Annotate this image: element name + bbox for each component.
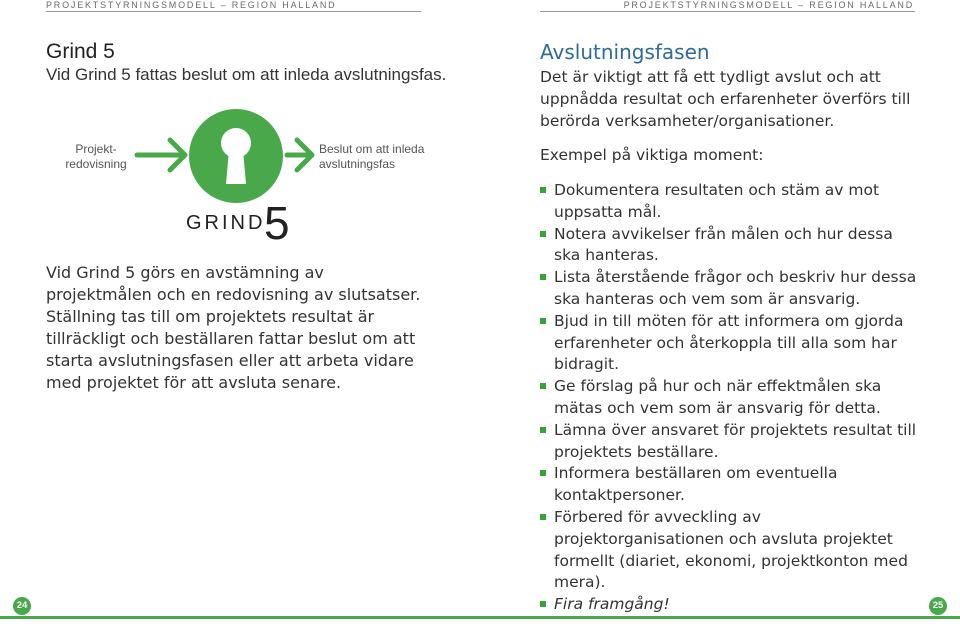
bullet-square-icon: [540, 427, 546, 433]
page-number-left: 24: [13, 597, 31, 615]
running-header-left: PROJEKTSTYRNINGSMODELL – REGION HALLAND: [46, 0, 337, 10]
grind-5-subtitle: Vid Grind 5 fattas beslut om att inleda avslutningsfas.: [46, 65, 447, 84]
examples-label: Exempel på viktiga moment:: [540, 146, 764, 164]
list-item: Bjud in till möten för att informera om gjorda erfarenheter och återkoppla till alla som har bidragit.: [540, 311, 920, 376]
list-item: Lista återstående frågor och beskriv hur dessa ska hanteras och vem som är ansvarig.: [540, 267, 920, 311]
section-heading-avslutningsfasen: Avslutningsfasen: [540, 40, 710, 64]
diagram-right-label: Beslut om att inleda avslutningsfas: [319, 142, 425, 171]
bullet-square-icon: [540, 231, 546, 237]
grind-word: GRIND: [186, 212, 266, 234]
grind-5-body: Vid Grind 5 görs en avstämning av projektmålen och en redovisning av slutsatser. Ställning tas till om projektets resultat är tillräckligt och beställaren fattar beslut om att starta avslutningsfasen eller att arbeta vidare med projektet för att avsluta senare.: [46, 263, 421, 392]
section-intro: Det är viktigt att få ett tydligt avslut och att uppnådda resultat och erfarenheter överförs till berörda verksamheter/organisationer.: [540, 68, 911, 130]
bullet-square-icon: [540, 383, 546, 389]
list-item: Fira framgång!: [540, 594, 920, 616]
bullet-square-icon: [540, 601, 546, 607]
list-item: Informera beställaren om eventuella kontaktpersoner.: [540, 463, 920, 507]
arrow-right-icon-left: [137, 140, 185, 170]
running-header-right: PROJEKTSTYRNINGSMODELL – REGION HALLAND: [623, 0, 914, 10]
bullet-square-icon: [540, 470, 546, 476]
moments-list: [540, 180, 920, 616]
page-title-grind-5: Grind 5: [46, 40, 115, 63]
list-item: Notera avvikelser från målen och hur dessa ska hanteras.: [540, 224, 920, 268]
arrow-right-icon-right: [287, 140, 312, 170]
bullet-square-icon: [540, 318, 546, 324]
list-item: Lämna över ansvaret för projektets resultat till projektets beställare.: [540, 420, 920, 464]
list-item: Ge förslag på hur och när effektmålen ska mätas och vem som är ansvarig för detta.: [540, 376, 920, 420]
bullet-square-icon: [540, 514, 546, 520]
bullet-square-icon: [540, 274, 546, 280]
keyhole-icon: [189, 109, 283, 203]
page-number-right: 25: [929, 597, 947, 615]
footer-bar: [0, 616, 960, 619]
list-item: Dokumentera resultaten och stäm av mot uppsatta mål.: [540, 180, 920, 224]
bullet-square-icon: [540, 187, 546, 193]
diagram-left-label: Projekt- redovisning: [65, 142, 127, 171]
list-item: Förbered för avveckling av projektorganisationen och avsluta projektet formellt (diariet, ekonomi, projektkonton med mera).: [540, 507, 920, 594]
grind-number: 5: [264, 197, 290, 249]
